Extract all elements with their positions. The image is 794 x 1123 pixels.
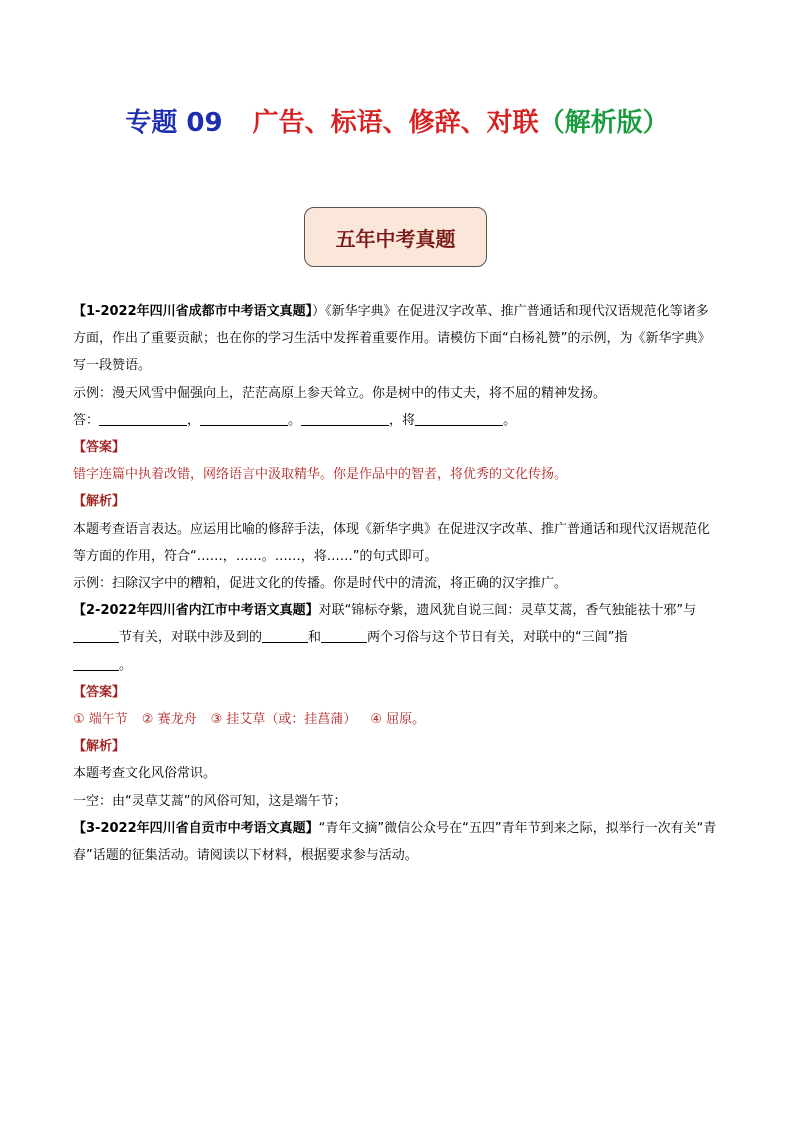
q2-analysis-detail: 一空：由“灵草艾蒿”的风俗可知，这是端午节； <box>73 793 347 809</box>
q1-answer: 错字连篇中执着改错，网络语言中汲取精华。你是作品中的智者，将优秀的文化传扬。 <box>73 467 568 483</box>
q1-sep3: ，将 <box>389 412 416 428</box>
section-heading-box <box>304 207 487 267</box>
q2-text5: 。 <box>119 657 133 673</box>
q1-text: ）《新华字典》在促进汉字改革、推广普通话和现代汉语规范化等诸多方面，作出了重要贡献；也在你的学习生活中发挥着重要作用。请模仿下面“白杨礼赞”的示例，为《新华字典》写一段赞语。 <box>73 304 711 374</box>
q1-sep2: 。 <box>288 412 302 428</box>
q1-answer-line <box>73 407 721 434</box>
answer-blank-4[interactable] <box>415 411 503 426</box>
q2-blank-2[interactable] <box>262 628 308 643</box>
q1-analysis-example: 示例：扫除汉字中的糟粕，促进文化的传播。你是时代中的清流，将正确的汉字推广。 <box>73 576 568 592</box>
q2-answers <box>73 706 721 733</box>
q1-sep4: 。 <box>503 412 517 428</box>
document-body <box>73 298 721 869</box>
q2-answer-3: ③ 挂艾草（或：挂菖蒲） <box>210 712 357 728</box>
q2-answer-4: ④ 屈原。 <box>370 712 426 728</box>
q1-prompt <box>73 298 721 380</box>
q2-answer-label: 【答案】 <box>73 684 126 700</box>
title-topic-number: 专题 09 <box>125 108 223 138</box>
answer-blank-3[interactable] <box>301 411 389 426</box>
q1-answer-prefix: 答： <box>73 412 100 428</box>
q2-answer-1: ① 端午节 <box>73 712 128 728</box>
q3-text: “青年文摘”微信公众号在“五四”青年节到来之际，拟举行一次有关“青春”话题的征集活动。请阅读以下材料，根据要求参与活动。 <box>73 820 717 864</box>
q2-answer-2: ② 赛龙舟 <box>141 712 197 728</box>
q2-blank-1[interactable] <box>73 628 119 643</box>
q2-source: 【2-2022年四川省内江市中考语文真题】 <box>73 603 319 619</box>
section-heading: 五年中考真题 <box>335 226 456 251</box>
q2-text1: 对联“锦标夺紫，遗风犹自说三闾：灵草艾蒿，香气独能祛十邪”与 <box>318 603 697 619</box>
q1-analysis: 本题考查语言表达。应运用比喻的修辞手法，体现《新华字典》在促进汉字改革、推广普通话和现代汉语规范化等方面的作用，符合“……，……。……，将……”的句式即可。 <box>73 521 711 564</box>
q1-analysis-label: 【解析】 <box>73 494 126 510</box>
answer-blank-2[interactable] <box>200 411 288 426</box>
q2-text4: 两个习俗与这个节日有关，对联中的“三闾”指 <box>367 630 628 646</box>
q3-source: 【3-2022年四川省自贡市中考语文真题】 <box>73 820 319 836</box>
q2-blank-4[interactable] <box>73 656 119 671</box>
q2-analysis: 本题考查文化风俗常识。 <box>73 766 217 782</box>
q2-blank-3[interactable] <box>321 628 367 643</box>
q1-source: 【1-2022年四川省成都市中考语文真题】 <box>73 304 313 319</box>
q2-text2: 节有关，对联中涉及到的 <box>119 630 263 646</box>
answer-blank-1[interactable] <box>99 411 187 426</box>
q2-text3: 和 <box>308 630 322 646</box>
title-edition: （解析版） <box>538 108 669 138</box>
q1-answer-label: 【答案】 <box>73 440 126 456</box>
q3-prompt <box>73 815 721 869</box>
q2-prompt <box>73 597 721 679</box>
q2-analysis-label: 【解析】 <box>73 739 126 755</box>
q1-example: 示例：漫天风雪中倔强向上，茫茫高原上参天耸立。你是树中的伟丈夫，将不屈的精神发扬。 <box>73 385 607 401</box>
page-title <box>0 103 794 143</box>
title-topic: 广告、标语、修辞、对联 <box>252 108 539 138</box>
q1-sep1: ， <box>187 412 201 428</box>
